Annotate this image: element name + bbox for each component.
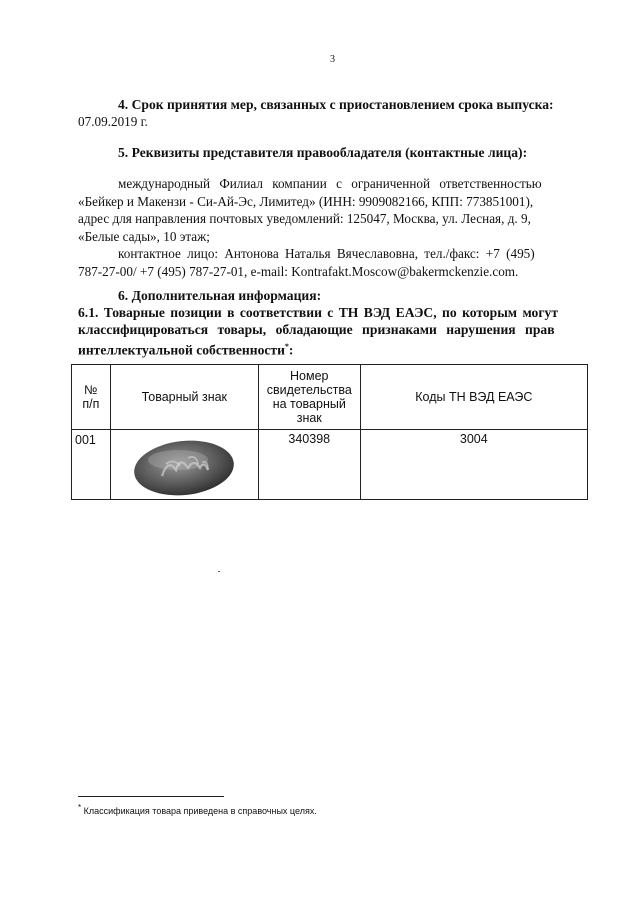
section-5-line-4: «Белые сады», 10 этаж;	[78, 228, 210, 244]
footnote-separator	[78, 796, 224, 797]
section-6-1-line-2: классифицироваться товары, обладающие признаками нарушения прав	[78, 322, 555, 337]
section-4-date-text: 07.09.2019 г.	[78, 114, 148, 129]
section-4-title: 4. Срок принятия мер, связанных с приостановлением срока выпуска:	[118, 97, 554, 112]
row-num: 001	[72, 430, 111, 500]
table-header-row	[72, 365, 588, 430]
scan-speck	[218, 571, 220, 572]
footnote-ref-marker: *	[284, 342, 289, 351]
row-codes: 3004	[360, 430, 587, 500]
section-5-line-1	[78, 175, 586, 193]
section-4-date	[78, 113, 586, 131]
section-6-1-line-3	[78, 338, 293, 360]
table-row	[72, 430, 588, 500]
section-6-1-line-1: 6.1. Товарные позиции в соответствии с ТН ВЭД ЕАЭС, по которым могут	[78, 305, 558, 320]
header-num-line-1: №	[84, 383, 98, 397]
footnote	[78, 803, 317, 816]
section-5-line-6: 787-27-00/ +7 (495) 787-27-01, e-mail: Kontrafakt.Moscow@bakermckenzie.com.	[78, 263, 519, 279]
section-6-title: 6. Дополнительная информация:	[118, 288, 322, 303]
section-5-line-5: контактное лицо: Антонова Наталья Вячеславовна, тел./факс: +7 (495)	[118, 246, 535, 261]
row-certificate: 340398	[258, 430, 360, 500]
header-cert-line-1: Номер	[290, 369, 329, 383]
header-cert-line-4: знак	[296, 411, 322, 425]
section-6-1-line-3-colon: :	[288, 342, 294, 358]
header-trademark: Товарный знак	[110, 365, 258, 430]
section-5-body	[78, 175, 586, 280]
header-codes: Коды ТН ВЭД ЕАЭС	[360, 365, 587, 430]
section-6-1-line-3-text: интеллектуальной собственности	[78, 342, 285, 358]
row-trademark	[110, 430, 258, 500]
section-5-line-1-text: международный Филиал компании с ограниченной ответственностью	[118, 176, 542, 191]
section-5-title: 5. Реквизиты представителя правообладателя (контактные лица):	[118, 145, 528, 160]
section-5-line-2: «Бейкер и Макензи - Си-Ай-Эс, Лимитед» (ИНН: 9909082166, КПП: 773851001),	[78, 193, 534, 209]
header-cert-line-2: свидетельства	[266, 383, 352, 397]
header-certificate	[258, 365, 360, 430]
footnote-text: Классификация товара приведена в справочных целях.	[83, 806, 317, 816]
pill-trademark-image	[132, 434, 236, 498]
header-cert-line-3: на товарный	[272, 397, 346, 411]
header-num-line-2: п/п	[82, 397, 100, 411]
page-number: 3	[330, 54, 335, 65]
trademark-table	[71, 364, 588, 500]
section-5-line-3: адрес для направления почтовых уведомлений: 125047, Москва, ул. Лесная, д. 9,	[78, 211, 531, 226]
footnote-marker: *	[78, 803, 82, 812]
header-num	[72, 365, 111, 430]
